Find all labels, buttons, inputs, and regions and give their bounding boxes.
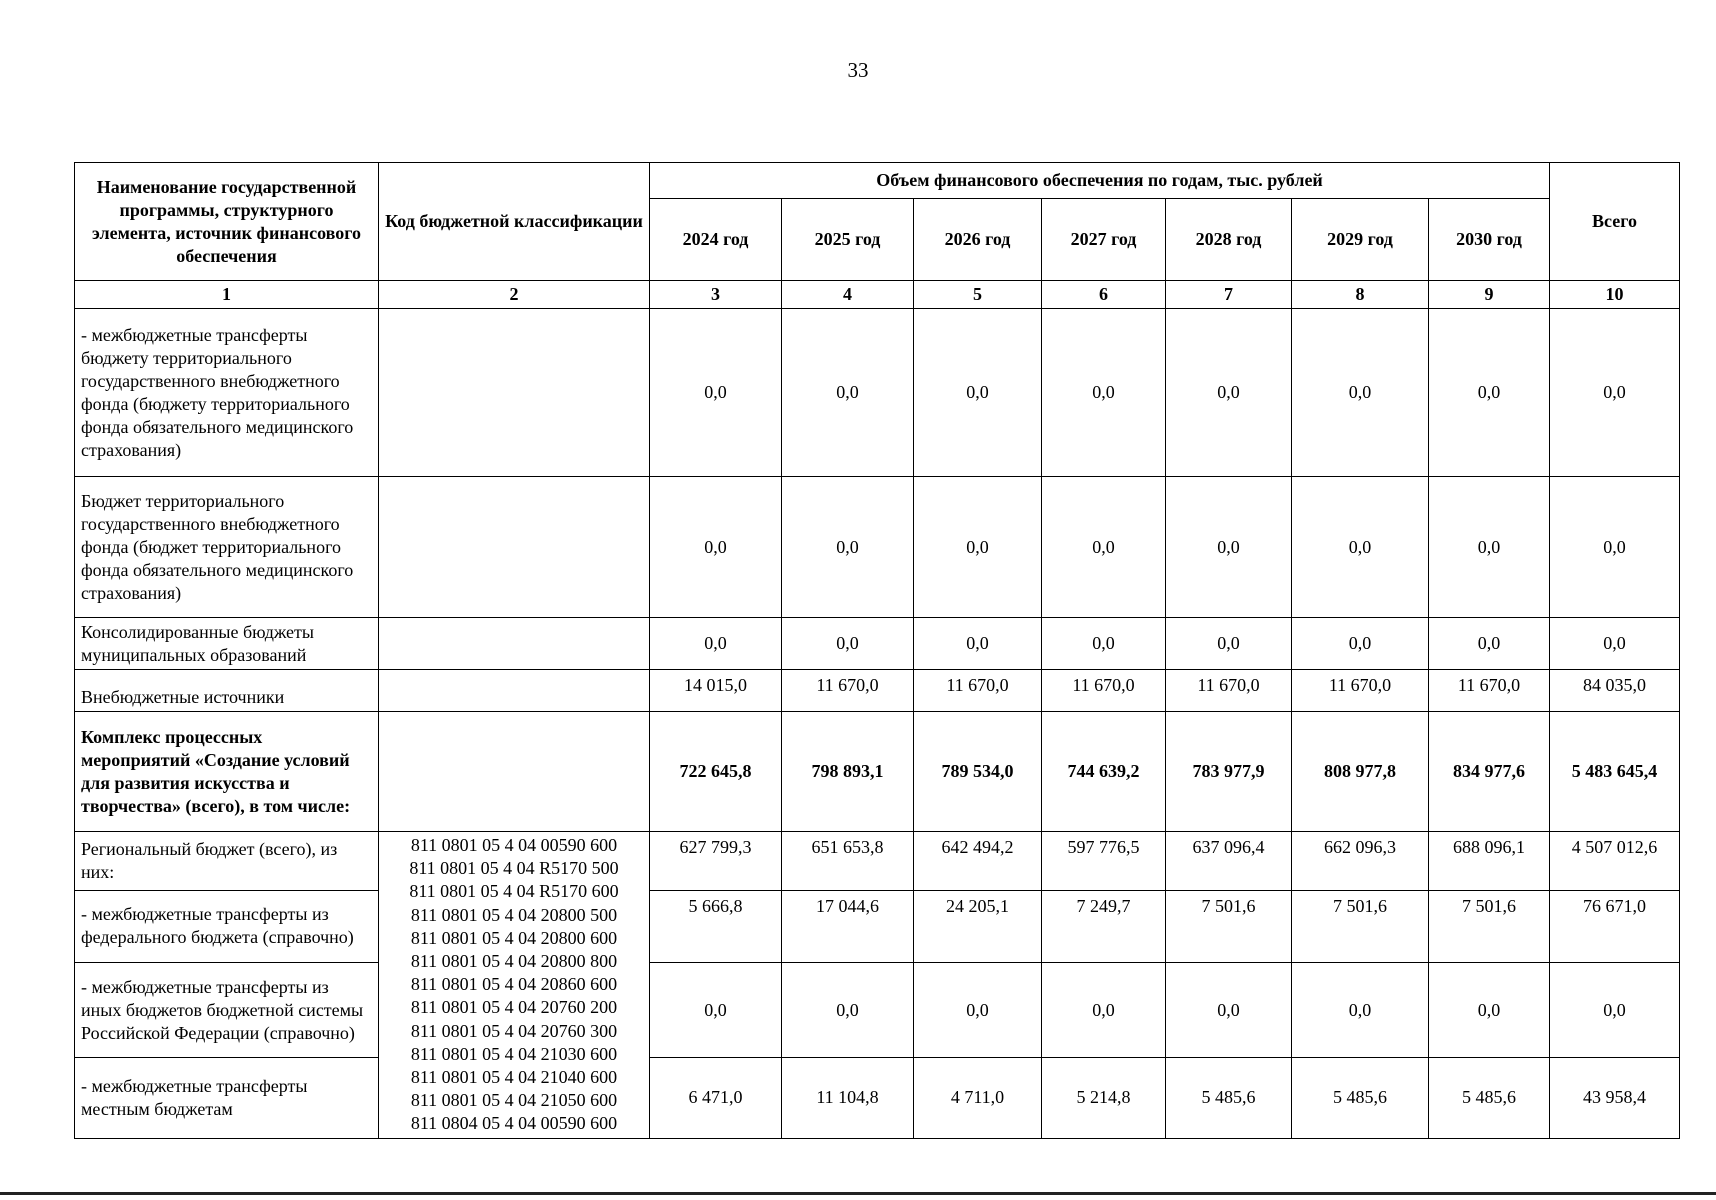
row-value: 0,0 — [1429, 309, 1550, 477]
row-value: 783 977,9 — [1166, 712, 1292, 832]
row-value: 0,0 — [1166, 477, 1292, 618]
row-value: 662 096,3 — [1292, 832, 1429, 891]
column-index: 6 — [1042, 281, 1166, 309]
column-index: 5 — [914, 281, 1042, 309]
row-value: 744 639,2 — [1042, 712, 1166, 832]
bottom-rule — [0, 1192, 1716, 1195]
row-code — [379, 309, 650, 477]
row-value: 808 977,8 — [1292, 712, 1429, 832]
row-value: 0,0 — [782, 618, 914, 670]
budget-code: 811 0801 05 4 04 20800 500 — [410, 904, 618, 925]
row-value: 0,0 — [782, 309, 914, 477]
row-value: 7 501,6 — [1429, 890, 1550, 963]
row-name: Региональный бюджет (всего), из них: — [75, 832, 379, 891]
row-value: 0,0 — [1042, 963, 1166, 1058]
row-value: 0,0 — [1292, 477, 1429, 618]
column-index: 7 — [1166, 281, 1292, 309]
row-value: 24 205,1 — [914, 890, 1042, 963]
row-value: 0,0 — [1042, 309, 1166, 477]
row-value: 0,0 — [914, 963, 1042, 1058]
row-value: 11 104,8 — [782, 1057, 914, 1138]
header-year: 2025 год — [782, 199, 914, 281]
row-value: 722 645,8 — [650, 712, 782, 832]
row-value: 11 670,0 — [1166, 670, 1292, 712]
column-index: 3 — [650, 281, 782, 309]
row-value: 5 666,8 — [650, 890, 782, 963]
row-value: 642 494,2 — [914, 832, 1042, 891]
budget-code: 811 0801 05 4 04 20800 600 — [410, 927, 618, 948]
row-value: 688 096,1 — [1429, 832, 1550, 891]
row-value: 0,0 — [1166, 309, 1292, 477]
row-value: 7 501,6 — [1292, 890, 1429, 963]
row-value: 11 670,0 — [1429, 670, 1550, 712]
row-value: 0,0 — [1166, 963, 1292, 1058]
row-value: 834 977,6 — [1429, 712, 1550, 832]
header-year: 2029 год — [1292, 199, 1429, 281]
table-row — [75, 963, 1680, 1058]
row-value: 6 471,0 — [650, 1057, 782, 1138]
row-value: 0,0 — [1292, 618, 1429, 670]
row-value: 5 485,6 — [1429, 1057, 1550, 1138]
row-name: Бюджет территориального государственного внебюджетного фонда (бюджет территориального фонда обязательного медицинского страхования) — [75, 477, 379, 618]
row-value: 7 501,6 — [1166, 890, 1292, 963]
row-total: 5 483 645,4 — [1550, 712, 1680, 832]
row-value: 0,0 — [1042, 477, 1166, 618]
table-row — [75, 618, 1680, 670]
row-value: 597 776,5 — [1042, 832, 1166, 891]
header-code-col: Код бюджетной классификации — [379, 163, 650, 281]
row-value: 0,0 — [1429, 963, 1550, 1058]
table-row — [75, 890, 1680, 963]
row-value: 11 670,0 — [1042, 670, 1166, 712]
row-name: Консолидированные бюджеты муниципальных образований — [75, 618, 379, 670]
budget-code: 811 0804 05 4 04 00590 600 — [410, 1113, 618, 1134]
row-code — [379, 477, 650, 618]
row-value: 0,0 — [1042, 618, 1166, 670]
row-value: 0,0 — [782, 477, 914, 618]
row-value: 0,0 — [650, 618, 782, 670]
row-value: 0,0 — [1292, 309, 1429, 477]
row-value: 0,0 — [1292, 963, 1429, 1058]
row-value: 651 653,8 — [782, 832, 914, 891]
budget-code: 811 0801 05 4 04 20760 300 — [410, 1020, 618, 1041]
table-row — [75, 1057, 1680, 1138]
row-value: 7 249,7 — [1042, 890, 1166, 963]
row-name: Комплекс процессных мероприятий «Создание условий для развития искусства и творчества» (всего), в том числе: — [75, 712, 379, 832]
row-value: 0,0 — [650, 963, 782, 1058]
column-index: 2 — [379, 281, 650, 309]
column-index: 1 — [75, 281, 379, 309]
header-year: 2028 год — [1166, 199, 1292, 281]
budget-code: 811 0801 05 4 04 R5170 600 — [409, 881, 619, 902]
header-year: 2030 год — [1429, 199, 1550, 281]
column-index: 8 — [1292, 281, 1429, 309]
page-number: 33 — [847, 58, 869, 82]
budget-code: 811 0801 05 4 04 00590 600 — [410, 835, 618, 855]
budget-code-list — [379, 832, 650, 1139]
row-name: - межбюджетные трансферты местным бюджетам — [75, 1057, 379, 1138]
row-value: 5 214,8 — [1042, 1057, 1166, 1138]
row-name: - межбюджетные трансферты из иных бюджетов бюджетной системы Российской Федерации (справочно) — [75, 963, 379, 1058]
row-value: 627 799,3 — [650, 832, 782, 891]
column-index: 10 — [1550, 281, 1680, 309]
header-year: 2027 год — [1042, 199, 1166, 281]
row-name: - межбюджетные трансферты бюджету территориального государственного внебюджетного фонда (бюджету территориального фонда обязательного медицинского страхования) — [75, 309, 379, 477]
table-row — [75, 477, 1680, 618]
budget-code: 811 0801 05 4 04 20800 800 — [410, 951, 618, 972]
header-year: 2026 год — [914, 199, 1042, 281]
header-name-col: Наименование государственной программы, структурного элемента, источник финансового обеспечения — [75, 163, 379, 281]
budget-code: 811 0801 05 4 04 21050 600 — [410, 1090, 618, 1111]
row-total: 0,0 — [1550, 477, 1680, 618]
budget-code: 811 0801 05 4 04 20860 600 — [410, 974, 618, 995]
budget-code: 811 0801 05 4 04 20760 200 — [410, 997, 618, 1018]
table-row — [75, 712, 1680, 832]
row-value: 0,0 — [650, 477, 782, 618]
header-total-col: Всего — [1550, 163, 1680, 281]
row-value: 11 670,0 — [914, 670, 1042, 712]
row-total: 0,0 — [1550, 309, 1680, 477]
row-value: 11 670,0 — [782, 670, 914, 712]
table-row — [75, 670, 1680, 712]
financing-table — [74, 162, 1680, 1139]
row-name: - межбюджетные трансферты из федерального бюджета (справочно) — [75, 890, 379, 963]
table-row — [75, 832, 1680, 891]
row-value: 637 096,4 — [1166, 832, 1292, 891]
row-value: 0,0 — [914, 309, 1042, 477]
row-total: 43 958,4 — [1550, 1057, 1680, 1138]
budget-code: 811 0801 05 4 04 21040 600 — [410, 1067, 618, 1088]
header-volume-group: Объем финансового обеспечения по годам, тыс. рублей — [650, 163, 1550, 199]
row-code — [379, 618, 650, 670]
row-total: 76 671,0 — [1550, 890, 1680, 963]
row-value: 798 893,1 — [782, 712, 914, 832]
row-value: 11 670,0 — [1292, 670, 1429, 712]
budget-code: 811 0801 05 4 04 21030 600 — [410, 1043, 618, 1064]
row-value: 0,0 — [782, 963, 914, 1058]
row-value: 5 485,6 — [1166, 1057, 1292, 1138]
row-total: 0,0 — [1550, 618, 1680, 670]
row-value: 0,0 — [1429, 618, 1550, 670]
row-value: 4 711,0 — [914, 1057, 1042, 1138]
row-value: 0,0 — [1166, 618, 1292, 670]
row-total: 4 507 012,6 — [1550, 832, 1680, 891]
table-row — [75, 309, 1680, 477]
header-year: 2024 год — [650, 199, 782, 281]
row-value: 0,0 — [914, 618, 1042, 670]
row-value: 14 015,0 — [650, 670, 782, 712]
row-value: 0,0 — [1429, 477, 1550, 618]
budget-code: 811 0801 05 4 04 R5170 500 — [409, 858, 619, 879]
row-code — [379, 712, 650, 832]
row-value: 0,0 — [650, 309, 782, 477]
column-index: 4 — [782, 281, 914, 309]
row-value: 5 485,6 — [1292, 1057, 1429, 1138]
row-value: 789 534,0 — [914, 712, 1042, 832]
row-value: 17 044,6 — [782, 890, 914, 963]
row-name: Внебюджетные источники — [75, 670, 379, 712]
row-total: 0,0 — [1550, 963, 1680, 1058]
row-value: 0,0 — [914, 477, 1042, 618]
column-index: 9 — [1429, 281, 1550, 309]
row-total: 84 035,0 — [1550, 670, 1680, 712]
row-code — [379, 670, 650, 712]
